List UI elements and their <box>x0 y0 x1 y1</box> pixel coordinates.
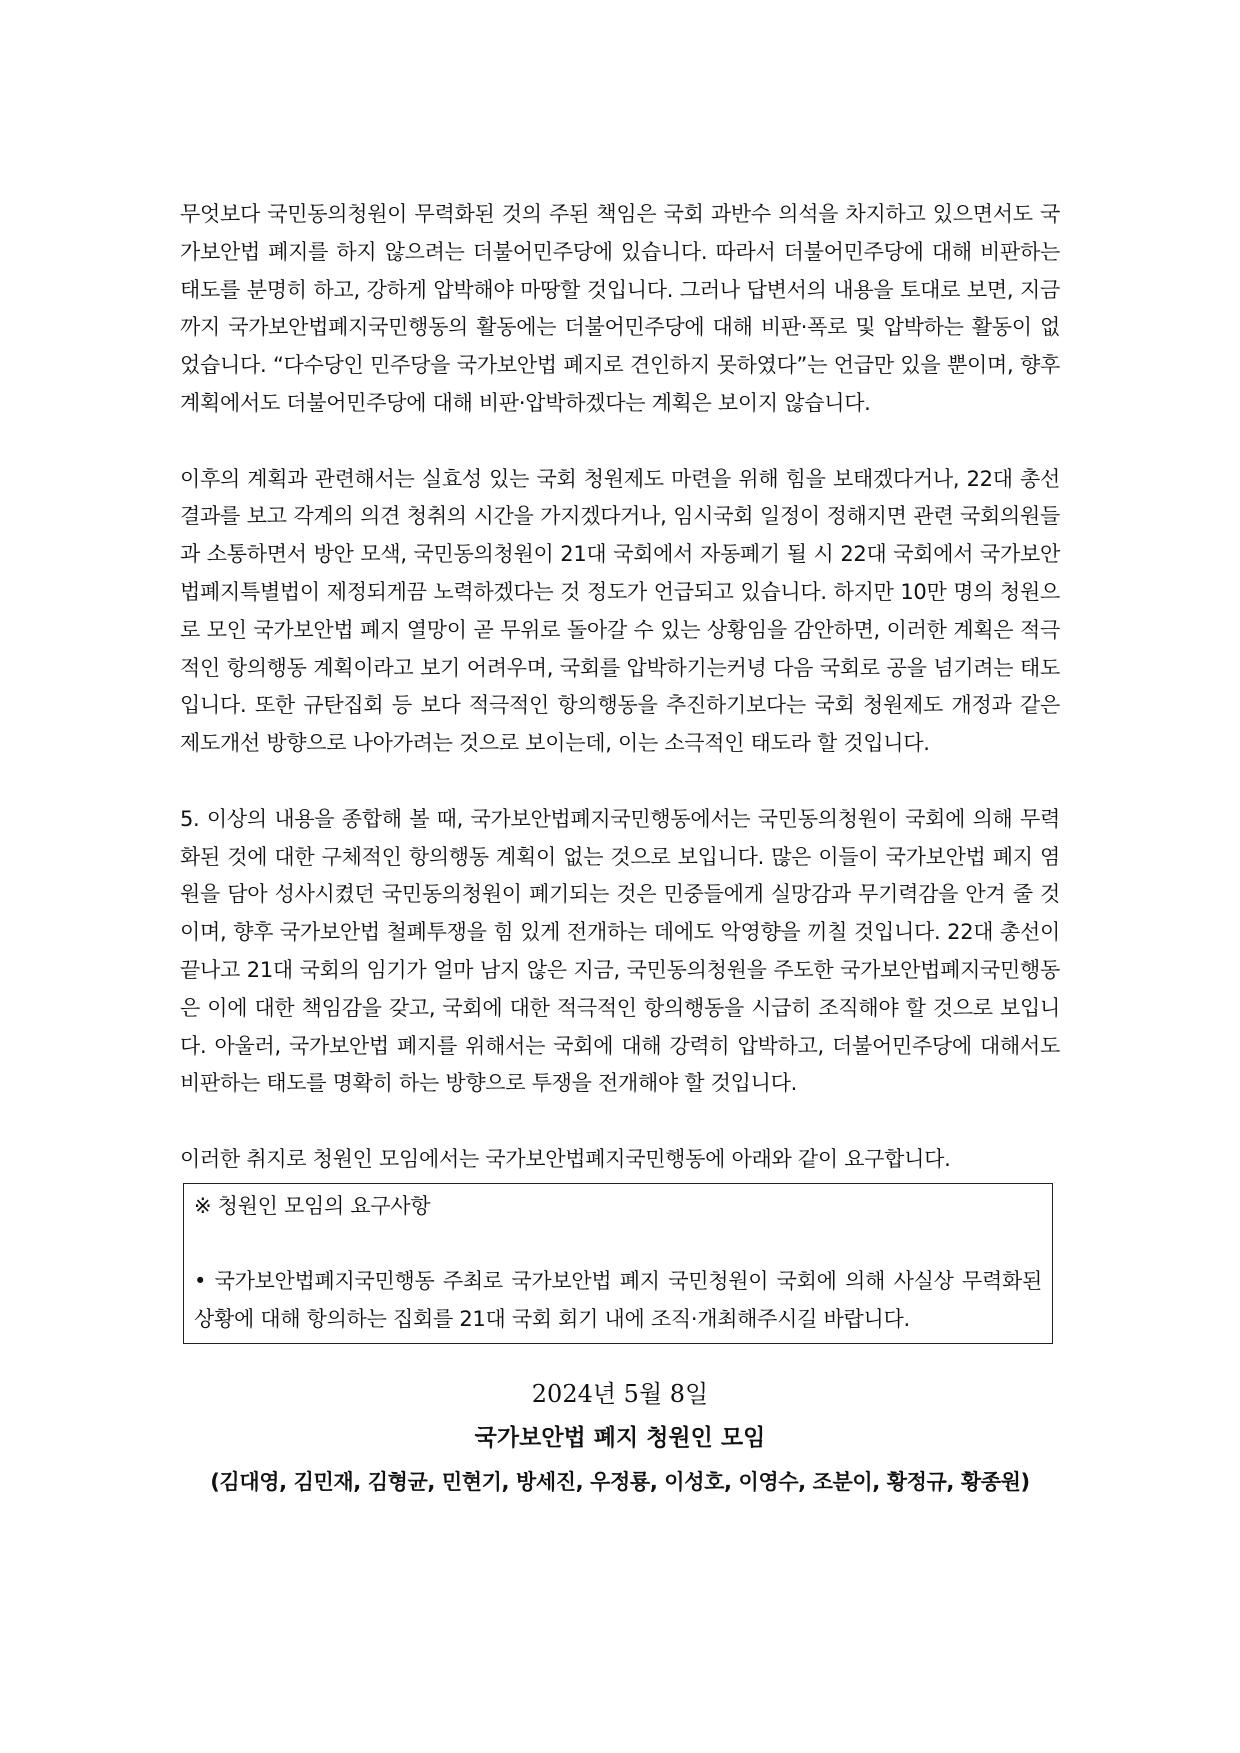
document-page <box>180 196 1060 1504</box>
signature-organization: 국가보안법 폐지 청원인 모임 <box>474 1424 766 1451</box>
demands-box <box>183 1183 1053 1344</box>
signature-date: 2024년 5월 8일 <box>531 1379 709 1408</box>
body-paragraph-1: 무엇보다 국민동의청원이 무력화된 것의 주된 책임은 국회 과반수 의석을 차지하고 있으면서도 국가보안법 폐지를 하지 않으려는 더불어민주당에 있습니다. 따라서 더불어민주당에 대해 비판하는 태도를 분명히 하고, 강하게 압박해야 마땅할 것입니다. 그러나 답변서의 내용을 토대로 보면, 지금까지 국가보안법폐지국민행동의 활동에는 더불어민주당에 대해 비판·폭로 및 압박하는 활동이 없었습니다. “다수당인 민주당을 국가보안법 폐지로 견인하지 못하였다”는 언급만 있을 뿐이며, 향후 계획에서도 더불어민주당에 대해 비판·압박하겠다는 계획은 보이지 않습니다. <box>180 202 1060 415</box>
demands-spacer <box>194 1226 1042 1264</box>
signature-members: (김대영, 김민재, 김형균, 민현기, 방세진, 우정룡, 이성호, 이영수, 조분이, 황정규, 황종원) <box>210 1469 1030 1494</box>
body-paragraph-3: 5. 이상의 내용을 종합해 볼 때, 국가보안법폐지국민행동에서는 국민동의청원이 국회에 의해 무력화된 것에 대한 구체적인 항의행동 계획이 없는 것으로 보입니다. 많은 이들이 국가보안법 폐지 염원을 담아 성사시켰던 국민동의청원이 폐기되는 것은 민중들에게 실망감과 무기력감을 안겨 줄 것이며, 향후 국가보안법 철폐투쟁을 힘 있게 전개하는 데에도 악영향을 끼칠 것입니다. 22대 총선이 끝나고 21대 국회의 임기가 얼마 남지 않은 지금, 국민동의청원을 주도한 국가보안법폐지국민행동은 이에 대한 책임감을 갖고, 국회에 대한 적극적인 항의행동을 시급히 조직해야 할 것으로 보입니다. 아울러, 국가보안법 폐지를 위해서는 국회에 대해 강력히 압박하고, 더불어민주당에 대해서도 비판하는 태도를 명확히 하는 방향으로 투쟁을 전개해야 할 것입니다. <box>180 806 1060 1096</box>
demand-item: • 국가보안법폐지국민행동 주최로 국가보안법 폐지 국민청원이 국회에 의해 사실상 무력화된 상황에 대해 항의하는 집회를 21대 국회 회기 내에 조직·개최해주시길 바랍니다. <box>194 1269 1042 1332</box>
demands-title: ※ 청원인 모임의 요구사항 <box>194 1193 431 1218</box>
closing-sentence: 이러한 취지로 청원인 모임에서는 국가보안법폐지국민행동에 아래와 같이 요구합니다. <box>180 1146 951 1171</box>
body-paragraph-2: 이후의 계획과 관련해서는 실효성 있는 국회 청원제도 마련을 위해 힘을 보태겠다거나, 22대 총선 결과를 보고 각계의 의견 청취의 시간을 가지겠다거나, 임시국회 일정이 정해지면 관련 국회의원들과 소통하면서 방안 모색, 국민동의청원이 21대 국회에서 자동폐기 될 시 22대 국회에서 국가보안법폐지특별법이 제정되게끔 노력하겠다는 것 정도가 언급되고 있습니다. 하지만 10만 명의 청원으로 모인 국가보안법 폐지 열망이 곧 무위로 돌아갈 수 있는 상황임을 감안하면, 이러한 계획은 적극적인 항의행동 계획이라고 보기 어려우며, 국회를 압박하기는커녕 다음 국회로 공을 넘기려는 태도입니다. 또한 규탄집회 등 보다 적극적인 항의행동을 추진하기보다는 국회 청원제도 개정과 같은 제도개선 방향으로 나아가려는 것으로 보이는데, 이는 소극적인 태도라 할 것입니다. <box>180 466 1060 756</box>
